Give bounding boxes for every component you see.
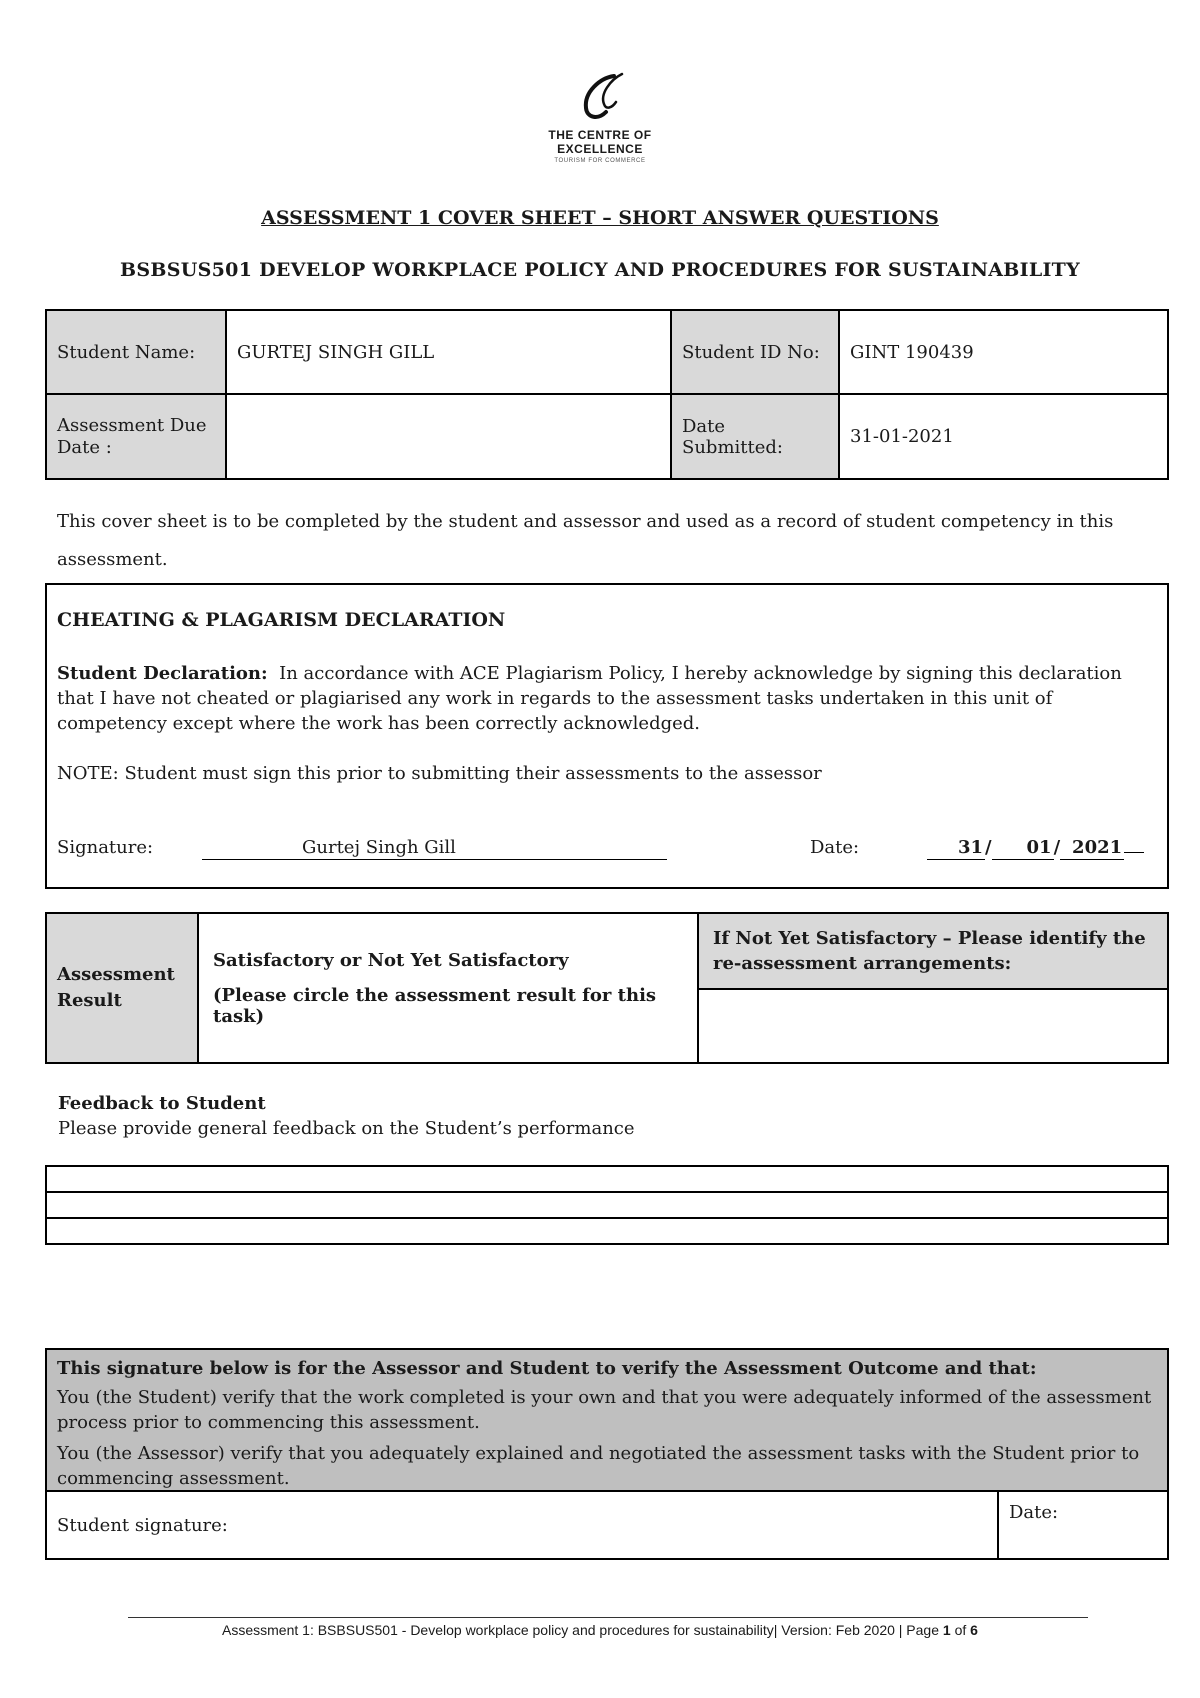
signature-value: Gurtej Singh Gill [302, 837, 456, 858]
declaration-note: NOTE: Student must sign this prior to submitting their assessments to the assessor [57, 763, 822, 784]
assessment-result-label: Assessment Result [46, 913, 198, 1063]
logo-swoosh-icon [570, 72, 630, 124]
footer-page-total: 6 [970, 1622, 978, 1638]
signature-field[interactable] [202, 837, 667, 860]
logo-tagline: TOURISM FOR COMMERCE [554, 158, 646, 164]
student-id-field[interactable]: GINT 190439 [839, 310, 1168, 394]
verification-statement [46, 1349, 1168, 1491]
verification-date-label: Date: [1009, 1502, 1059, 1523]
date-separator: / [985, 837, 992, 858]
assessment-result-table [45, 912, 1169, 1064]
date-month: 01 [992, 837, 1054, 860]
verification-table [45, 1348, 1169, 1560]
signature-label: Signature: [57, 837, 154, 858]
page-footer [0, 1622, 1200, 1638]
footer-text: Assessment 1: BSBSUS501 - Develop workplace policy and procedures for sustainability| Version: Feb 2020 | Page [222, 1622, 943, 1638]
date-submitted-label: Date Submitted: [671, 394, 839, 479]
declaration-heading: CHEATING & PLAGARISM DECLARATION [57, 609, 506, 631]
organisation-logo [520, 72, 680, 167]
student-name-field[interactable]: GURTEJ SINGH GILL [226, 310, 671, 394]
declaration-text [57, 661, 1152, 736]
plagiarism-declaration-box [45, 583, 1169, 889]
reassessment-field[interactable] [698, 989, 1168, 1063]
cover-title: ASSESSMENT 1 COVER SHEET – SHORT ANSWER QUESTIONS [261, 207, 939, 229]
verification-date-field[interactable] [998, 1491, 1168, 1559]
assessment-result-options[interactable] [198, 913, 698, 1063]
unit-title: BSBSUS501 DEVELOP WORKPLACE POLICY AND PROCEDURES FOR SUSTAINABILITY [120, 259, 1080, 281]
feedback-lines [45, 1165, 1169, 1245]
date-separator: / [1053, 837, 1061, 858]
feedback-line[interactable] [46, 1192, 1168, 1218]
declaration-date-label: Date: [810, 837, 860, 858]
feedback-subtitle: Please provide general feedback on the Student’s performance [58, 1118, 635, 1139]
student-name-label: Student Name: [46, 310, 226, 394]
result-instruction: (Please circle the assessment result for this task) [213, 984, 657, 1027]
date-submitted-field[interactable]: 31-01-2021 [839, 394, 1168, 479]
logo-name: THE CENTRE OF EXCELLENCE [548, 128, 652, 156]
verification-heading: This signature below is for the Assessor and Student to verify the Assessment Outcome and that: [57, 1358, 1037, 1379]
date-year: 2021 [1060, 837, 1124, 860]
assessor-statement: You (the Assessor) verify that you adequately explained and negotiated the assessment tasks with the Student prior to commencing assessment. [57, 1443, 1140, 1489]
date-day: 31 [927, 837, 985, 860]
feedback-title: Feedback to Student [58, 1093, 266, 1114]
reassessment-heading: If Not Yet Satisfactory – Please identify the re-assessment arrangements: [698, 913, 1168, 989]
student-signature-field[interactable] [46, 1491, 998, 1559]
student-info-table [45, 309, 1169, 480]
declaration-lead: Student Declaration: [57, 663, 268, 684]
footer-page-number: 1 [942, 1622, 951, 1638]
feedback-line[interactable] [46, 1166, 1168, 1192]
student-id-label: Student ID No: [671, 310, 839, 394]
date-trailing-line [1124, 852, 1144, 853]
due-date-field[interactable] [226, 394, 671, 479]
declaration-body: In accordance with ACE Plagiarism Policy, I hereby acknowledge by signing this declaration that I have not cheated or plagiarised any work in regards to the assessment tasks undertaken in this unit of competency except where the work has been correctly acknowledged. [57, 663, 1122, 734]
student-statement: You (the Student) verify that the work completed is your own and that you were adequately informed of the assessment process prior to commencing this assessment. [57, 1387, 1152, 1433]
student-signature-label: Student signature: [57, 1514, 228, 1536]
intro-text: This cover sheet is to be completed by the student and assessor and used as a record of student competency in this assessment. [57, 511, 1114, 570]
feedback-line[interactable] [46, 1218, 1168, 1244]
footer-rule [128, 1617, 1088, 1618]
result-options-text: Satisfactory or Not Yet Satisfactory [213, 949, 569, 971]
declaration-date-field[interactable] [927, 837, 1144, 860]
footer-of: of [950, 1622, 971, 1638]
due-date-label: Assessment Due Date : [46, 394, 226, 479]
